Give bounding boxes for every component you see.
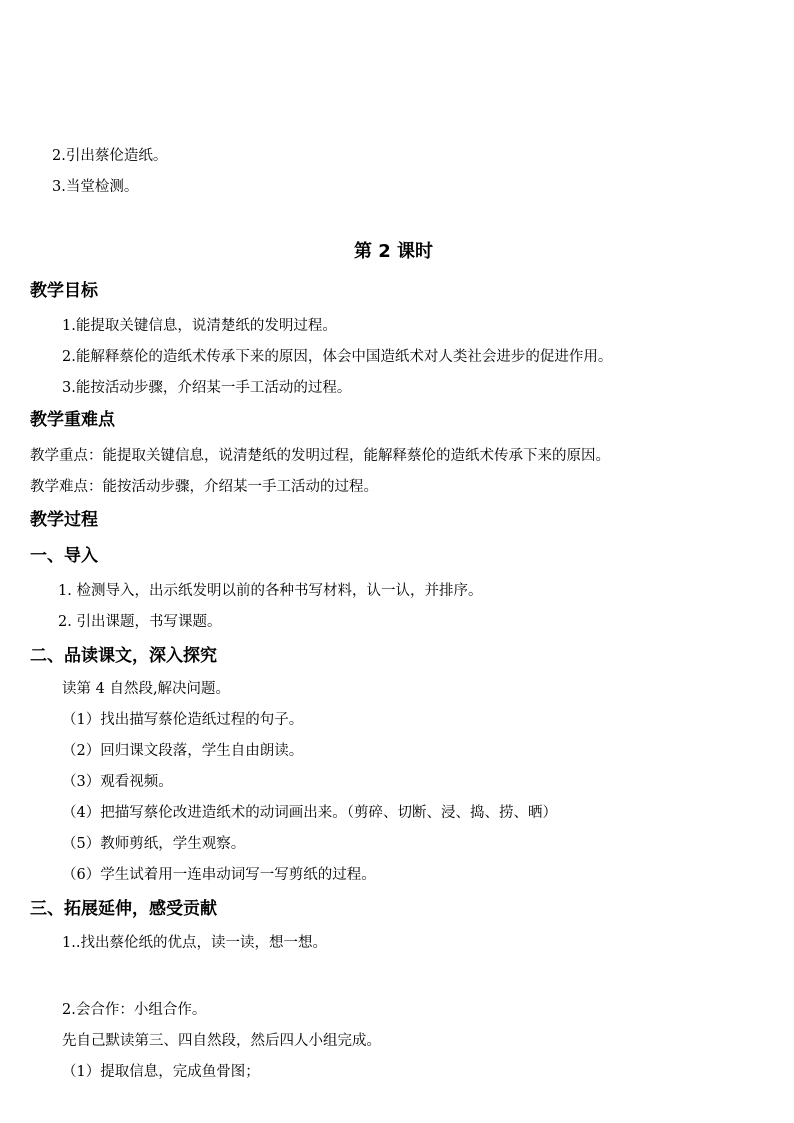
section2-item-1: （1）找出描写蔡伦造纸过程的句子。 [62,712,304,728]
section2-item-5: （5）教师剪纸，学生观察。 [62,836,246,852]
section2-item-6: （6）学生试着用一连串动词写一写剪纸的过程。 [62,867,376,883]
section3-item-2: 2.会合作：小组合作。 [62,1002,207,1018]
section3-line-3: 先自己默读第三、四自然段，然后四人小组完成。 [62,1033,381,1049]
key-difficulty: 教学难点：能按活动步骤，介绍某一手工活动的过程。 [30,479,378,495]
section2-item-2: （2）回归课文段落，学生自由朗读。 [62,743,304,759]
section2-intro: 读第 4 自然段,解决问题。 [62,681,231,697]
section1-heading: 一、导入 [30,546,98,566]
section1-item-2: 2. 引出课题，书写课题。 [58,614,222,630]
top-item-2: 2.引出蔡伦造纸。 [52,148,168,164]
process-heading: 教学过程 [30,510,98,530]
key-points-heading: 教学重难点 [30,410,115,430]
section2-item-4: （4）把描写蔡伦改进造纸术的动词画出来。（剪碎、切断、浸、捣、捞、晒） [62,805,557,821]
lesson-title: 第 2 课时 [354,241,434,262]
goal-item-1: 1.能提取关键信息，说清楚纸的发明过程。 [62,318,337,334]
section2-heading: 二、品读课文，深入探究 [30,646,217,666]
section1-item-1: 1. 检测导入，出示纸发明以前的各种书写材料，认一认，并排序。 [58,583,483,599]
section3-item-1: 1..找出蔡伦纸的优点，读一读，想一想。 [62,935,327,951]
section3-line-4: （1）提取信息，完成鱼骨图； [62,1064,260,1080]
top-item-3: 3.当堂检测。 [52,179,139,195]
goals-heading: 教学目标 [30,281,98,301]
goal-item-3: 3.能按活动步骤，介绍某一手工活动的过程。 [62,380,352,396]
section2-item-3: （3）观看视频。 [62,774,173,790]
section3-heading: 三、拓展延伸，感受贡献 [30,899,217,919]
goal-item-2: 2.能解释蔡伦的造纸术传承下来的原因，体会中国造纸术对人类社会进步的促进作用。 [62,349,613,365]
key-focus: 教学重点：能提取关键信息，说清楚纸的发明过程，能解释蔡伦的造纸术传承下来的原因。 [30,448,610,464]
